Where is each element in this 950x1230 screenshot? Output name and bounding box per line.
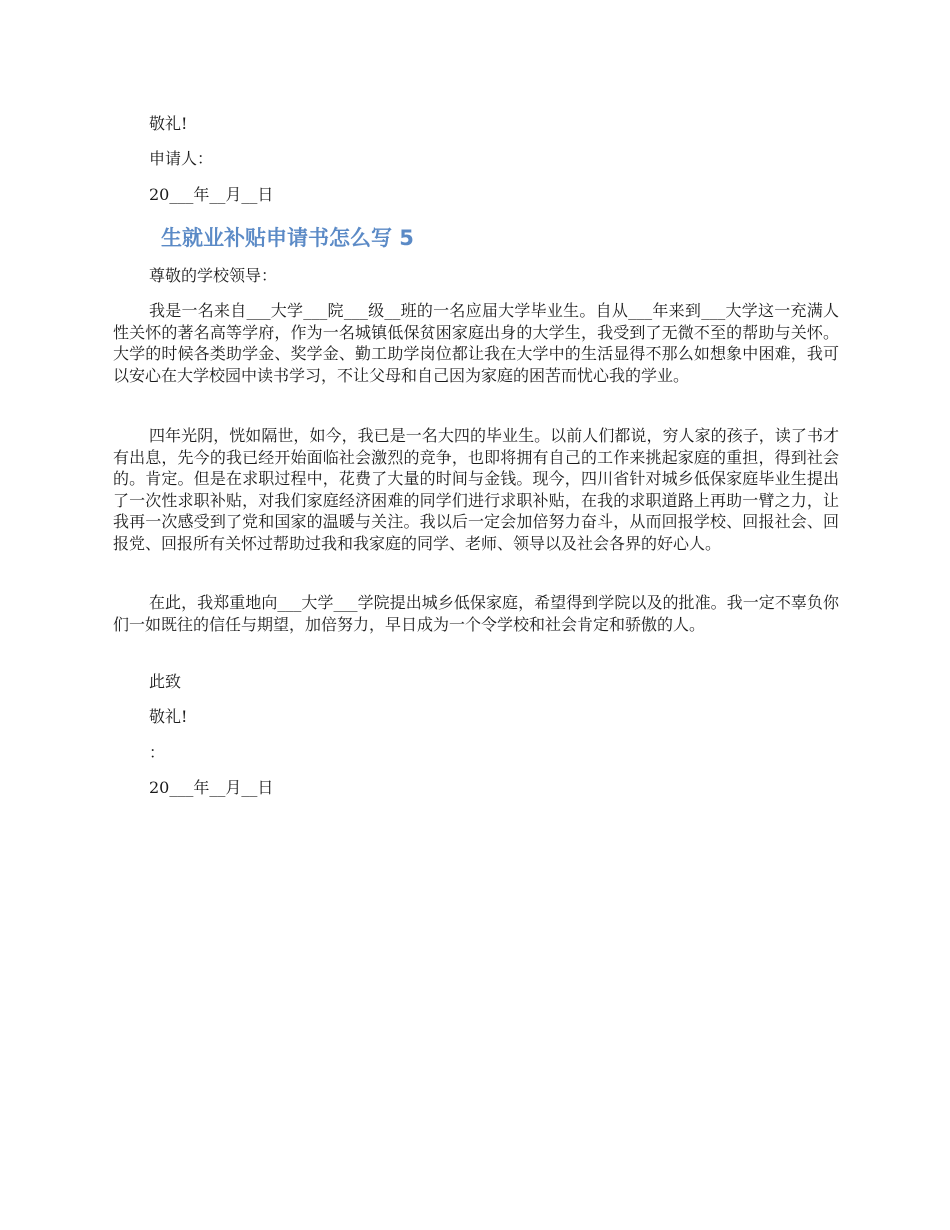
paragraph-3: 在此，我郑重地向___大学___学院提出城乡低保家庭，希望得到学院以及的批准。我一定不辜负你们一如既往的信任与期望，加倍努力，早日成为一个令学校和社会肯定和骄傲的人。 [113, 593, 839, 634]
closing-greeting-top: 敬礼! [149, 114, 188, 133]
paragraph-1: 我是一名来自___大学___院___级__班的一名应届大学毕业生。自从___年来到___大学这一充满人性关怀的著名高等学府，作为一名城镇低保贫困家庭出身的大学生，我受到了无微不至的帮助与关怀。大学的时候各类助学金、奖学金、勤工助学岗位都让我在大学中的生活显得不那么如想象中困难，我可以安心在大学校园中读书学习，不让父母和自己因为家庭的困苦而忧心我的学业。 [113, 301, 839, 385]
signature-label: ： [149, 743, 166, 762]
applicant-label: 申请人： [149, 149, 214, 168]
closing-greeting-bottom: 敬礼! [149, 707, 188, 726]
paragraph-2: 四年光阴，恍如隔世，如今，我已是一名大四的毕业生。以前人们都说，穷人家的孩子，读了书才有出息，先今的我已经开始面临社会激烈的竞争，也即将拥有自己的工作来挑起家庭的重担，得到社会的。肯定。但是在求职过程中，花费了大量的时间与金钱。现今，四川省针对城乡低保家庭毕业生提出了一次性求职补贴，对我们家庭经济困难的同学们进行求职补贴，在我的求职道路上再助一臂之力，让我再一次感受到了党和国家的温暖与关注。我以后一定会加倍努力奋斗，从而回报学校、回报社会、回报党、回报所有关怀过帮助过我和我家庭的同学、老师、领导以及社会各界的好心人。 [113, 426, 839, 553]
closing-ci-zhi: 此致 [149, 672, 182, 691]
date-line-top: 20___年__月__日 [149, 185, 274, 204]
date-line-bottom: 20___年__月__日 [149, 778, 274, 797]
section-title: 生就业补贴申请书怎么写 5 [161, 226, 414, 250]
salutation: 尊敬的学校领导： [149, 266, 278, 285]
